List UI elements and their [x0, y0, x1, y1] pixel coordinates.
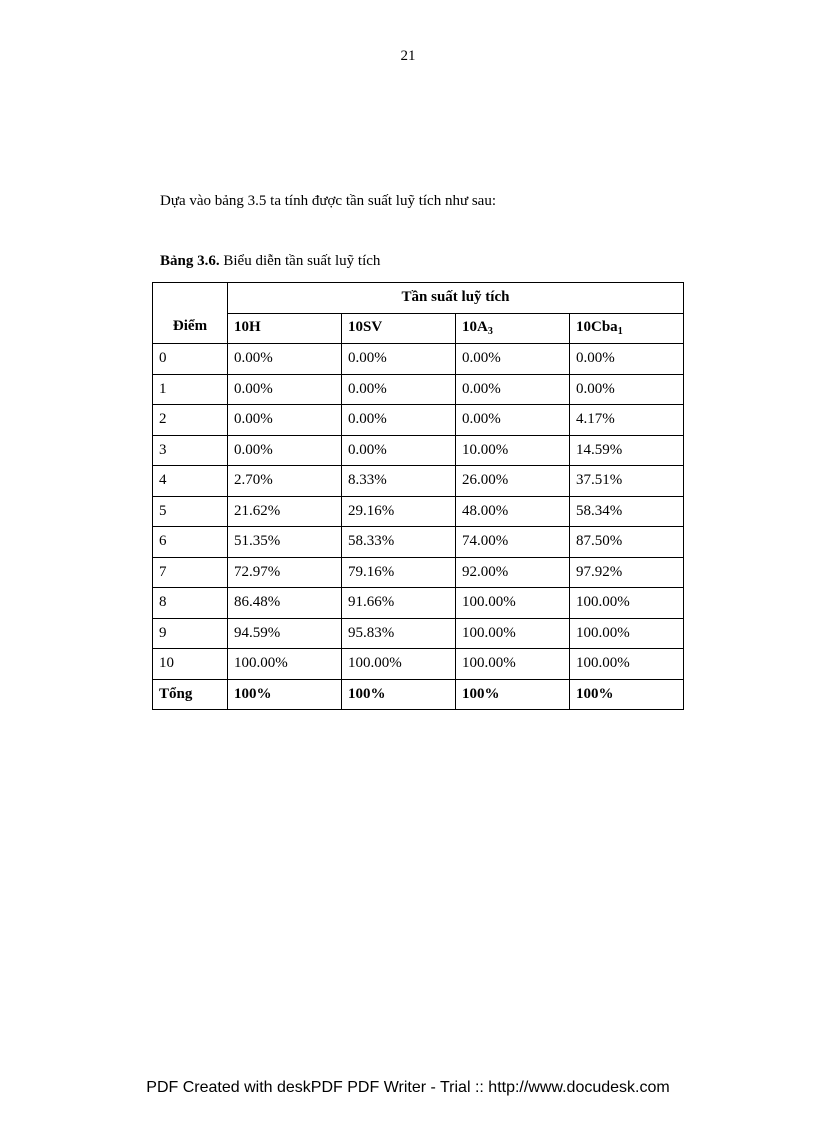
row-label-cell: 9: [153, 618, 228, 649]
table-cell: 100%: [228, 679, 342, 710]
table-cell: 0.00%: [456, 344, 570, 375]
table-caption: [160, 253, 380, 270]
caption-text: Biểu diễn tần suất luỹ tích: [219, 253, 381, 269]
table-cell: 0.00%: [342, 374, 456, 405]
table-cell: 100%: [570, 679, 684, 710]
table-cell: 0.00%: [342, 405, 456, 436]
column-header: [342, 313, 456, 344]
table-cell: 51.35%: [228, 527, 342, 558]
pdf-footer-watermark: PDF Created with deskPDF PDF Writer - Trial :: http://www.docudesk.com: [146, 1079, 670, 1096]
caption-label: Bảng 3.6.: [160, 253, 220, 269]
column-header-name: 10SV: [348, 319, 383, 336]
table-cell: 4.17%: [570, 405, 684, 436]
table-row: [153, 557, 684, 588]
table-row: [153, 405, 684, 436]
row-label-cell: Tổng: [153, 679, 228, 710]
table-cell: 0.00%: [456, 374, 570, 405]
table-group-header-row: [153, 283, 684, 314]
column-header: [456, 313, 570, 344]
table-cell: 58.34%: [570, 496, 684, 527]
table-cell: 58.33%: [342, 527, 456, 558]
column-header: [228, 313, 342, 344]
intro-paragraph: Dựa vào bảng 3.5 ta tính được tần suất luỹ tích như sau:: [160, 193, 497, 209]
table-cell: 100.00%: [342, 649, 456, 680]
table-cell: 0.00%: [228, 344, 342, 375]
table-cell: 100.00%: [456, 618, 570, 649]
table-cell: 37.51%: [570, 466, 684, 497]
table-cell: 87.50%: [570, 527, 684, 558]
table-cell: 94.59%: [228, 618, 342, 649]
table-row: [153, 649, 684, 680]
table-cell: 97.92%: [570, 557, 684, 588]
table-cell: 100.00%: [456, 588, 570, 619]
table-row: [153, 496, 684, 527]
table-row: [153, 618, 684, 649]
table-row: [153, 588, 684, 619]
table-cell: 92.00%: [456, 557, 570, 588]
table-cell: 0.00%: [342, 344, 456, 375]
table-cell: 100%: [456, 679, 570, 710]
column-header-name: 10Cba: [576, 319, 618, 336]
page-number: 21: [400, 48, 416, 64]
row-label-cell: 7: [153, 557, 228, 588]
cumulative-frequency-table: [152, 282, 684, 710]
column-header: [570, 313, 684, 344]
table-cell: 0.00%: [228, 405, 342, 436]
group-header: Tần suất luỹ tích: [228, 283, 684, 314]
table-cell: 8.33%: [342, 466, 456, 497]
table-cell: 0.00%: [456, 405, 570, 436]
row-label-cell: 8: [153, 588, 228, 619]
table-cell: 100.00%: [228, 649, 342, 680]
table-cell: 100.00%: [456, 649, 570, 680]
table-cell: 0.00%: [342, 435, 456, 466]
table-cell: 0.00%: [228, 435, 342, 466]
table-cell: 100.00%: [570, 618, 684, 649]
table-cell: 10.00%: [456, 435, 570, 466]
table-cell: 48.00%: [456, 496, 570, 527]
table-cell: 0.00%: [570, 374, 684, 405]
table-column-header-row: [153, 313, 684, 344]
column-header-sub: 1: [617, 326, 623, 338]
table-cell: 29.16%: [342, 496, 456, 527]
table-cell: 100.00%: [570, 649, 684, 680]
column-header-name: 10A: [462, 319, 488, 336]
table-cell: 26.00%: [456, 466, 570, 497]
table-row: [153, 374, 684, 405]
table-cell: 0.00%: [570, 344, 684, 375]
row-label-cell: 3: [153, 435, 228, 466]
column-header-sub: 3: [487, 326, 493, 338]
table-cell: 86.48%: [228, 588, 342, 619]
row-label-cell: 2: [153, 405, 228, 436]
row-label-cell: 0: [153, 344, 228, 375]
table-cell: 74.00%: [456, 527, 570, 558]
table-cell: 72.97%: [228, 557, 342, 588]
row-label-cell: 5: [153, 496, 228, 527]
table-row: [153, 435, 684, 466]
table-row: [153, 679, 684, 710]
table-cell: 21.62%: [228, 496, 342, 527]
row-label-cell: 1: [153, 374, 228, 405]
table-cell: 95.83%: [342, 618, 456, 649]
table-cell: 2.70%: [228, 466, 342, 497]
row-label-cell: 10: [153, 649, 228, 680]
table-cell: 91.66%: [342, 588, 456, 619]
table-row: [153, 527, 684, 558]
row-header-diem: Điểm: [153, 283, 228, 344]
table-cell: 100.00%: [570, 588, 684, 619]
table-body: [153, 344, 684, 710]
table-cell: 100%: [342, 679, 456, 710]
table-cell: 14.59%: [570, 435, 684, 466]
table-row: [153, 466, 684, 497]
table-cell: 79.16%: [342, 557, 456, 588]
table-row: [153, 344, 684, 375]
table-cell: 0.00%: [228, 374, 342, 405]
row-label-cell: 6: [153, 527, 228, 558]
column-header-name: 10H: [234, 319, 261, 336]
row-label-cell: 4: [153, 466, 228, 497]
